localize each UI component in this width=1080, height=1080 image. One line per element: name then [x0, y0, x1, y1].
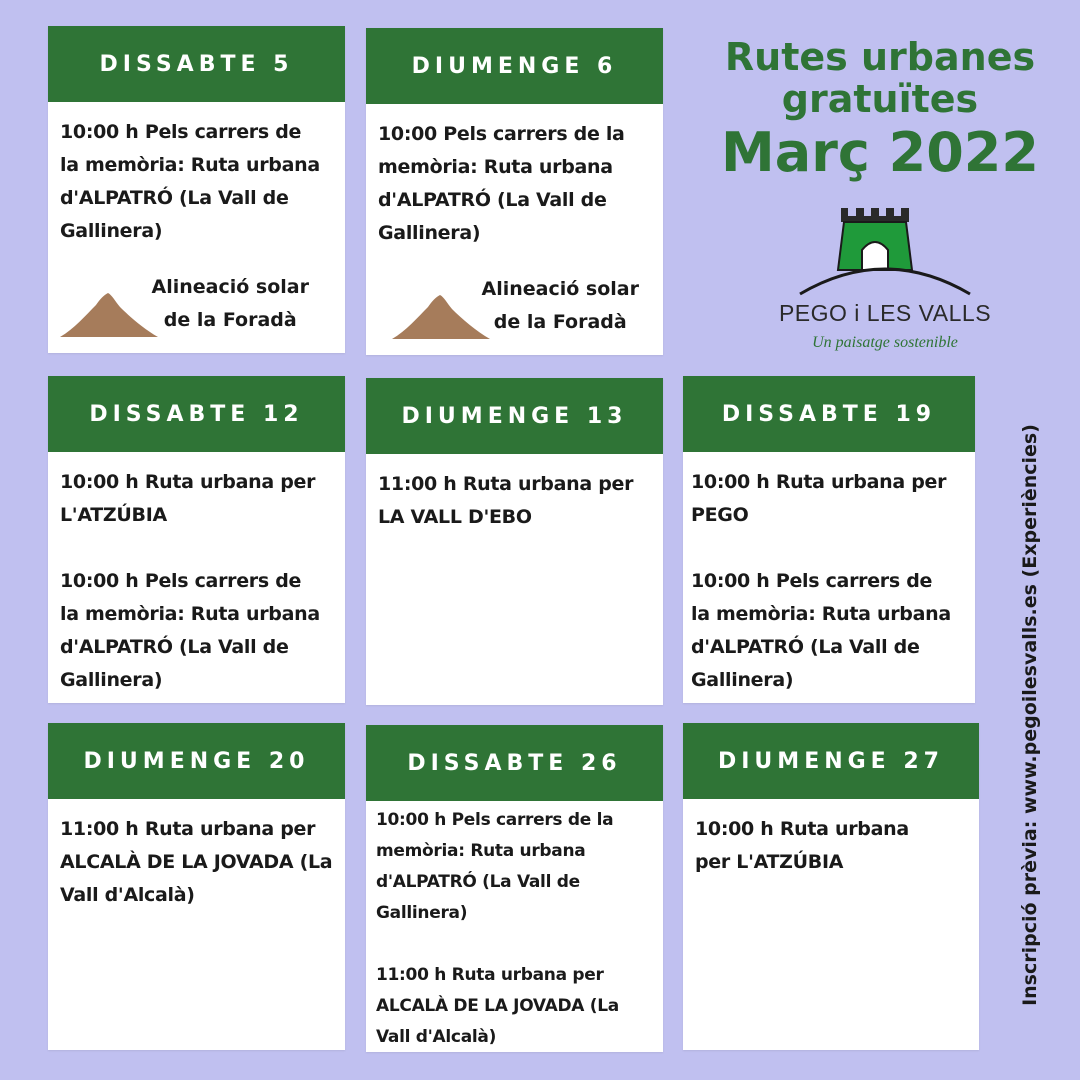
- title-line-2: gratuïtes: [781, 77, 979, 121]
- card-events: [48, 102, 345, 248]
- card-diumenge-27: [683, 723, 979, 1050]
- card-dissabte-12: [48, 376, 345, 703]
- mountain-icon: [392, 291, 490, 341]
- castle-tower-icon: [770, 204, 1000, 304]
- event-text: 10:00 h Pels carrers de la memòria: Ruta urbana d'ALPATRÓ (La Vall de Gallinera): [60, 121, 320, 242]
- card-events: [366, 454, 663, 534]
- card-dissabte-26: [366, 725, 663, 1052]
- card-dissabte-5: [48, 26, 345, 353]
- extra-label: Alineació solar de la Foradà: [481, 278, 639, 333]
- card-day-header: DIUMENGE 20: [48, 723, 345, 799]
- event-text: 10:00 h Ruta urbana per L'ATZÚBIA: [695, 818, 909, 873]
- logo: [770, 204, 1000, 354]
- card-diumenge-13: [366, 378, 663, 705]
- card-diumenge-20: [48, 723, 345, 1050]
- event-text: 10:00 h Pels carrers de la memòria: Ruta urbana d'ALPATRÓ (La Vall de Gallinera): [691, 570, 951, 691]
- event-text: 11:00 h Ruta urbana per LA VALL D'EBO: [378, 473, 634, 528]
- title-line-3: Març 2022: [721, 121, 1039, 184]
- card-day-header: DISSABTE 19: [683, 376, 975, 452]
- event-extra: [378, 273, 651, 347]
- card-events: [48, 799, 345, 912]
- card-day-header: DIUMENGE 27: [683, 723, 979, 799]
- extra-label: Alineació solar de la Foradà: [151, 276, 309, 331]
- logo-slogan: Un paisatge sostenible: [812, 334, 958, 351]
- card-events: [48, 452, 345, 697]
- card-events: [683, 452, 975, 697]
- page-title: [700, 36, 1060, 186]
- event-extra: [60, 271, 333, 345]
- card-day-header: DISSABTE 26: [366, 725, 663, 801]
- event-text: 10:00 h Pels carrers de la memòria: Ruta urbana d'ALPATRÓ (La Vall de Gallinera): [60, 570, 320, 691]
- card-diumenge-6: [366, 28, 663, 355]
- mountain-icon: [60, 289, 158, 339]
- event-text: 10:00 Pels carrers de la memòria: Ruta urbana d'ALPATRÓ (La Vall de Gallinera): [378, 123, 625, 244]
- title-line-1: Rutes urbanes: [724, 35, 1036, 79]
- event-text: 10:00 h Pels carrers de la memòria: Ruta urbana d'ALPATRÓ (La Vall de Gallinera): [376, 810, 614, 923]
- event-text: 11:00 h Ruta urbana per ALCALÀ DE LA JOVADA (La Vall d'Alcalà): [60, 818, 333, 906]
- event-text: 10:00 h Ruta urbana per PEGO: [691, 471, 947, 526]
- card-events: [366, 801, 663, 1053]
- card-dissabte-19: [683, 376, 975, 703]
- event-text: 10:00 h Ruta urbana per L'ATZÚBIA: [60, 471, 316, 526]
- card-day-header: DISSABTE 5: [48, 26, 345, 102]
- card-events: [683, 799, 979, 879]
- card-day-header: DISSABTE 12: [48, 376, 345, 452]
- registration-note: Inscripció prèvia: www.pegoilesvalls.es (Experiències): [1019, 424, 1041, 1006]
- event-text: 11:00 h Ruta urbana per ALCALÀ DE LA JOVADA (La Vall d'Alcalà): [376, 965, 619, 1047]
- logo-name: PEGO i LES VALLS: [778, 300, 992, 326]
- card-day-header: DIUMENGE 13: [366, 378, 663, 454]
- card-events: [366, 104, 663, 250]
- card-day-header: DIUMENGE 6: [366, 28, 663, 104]
